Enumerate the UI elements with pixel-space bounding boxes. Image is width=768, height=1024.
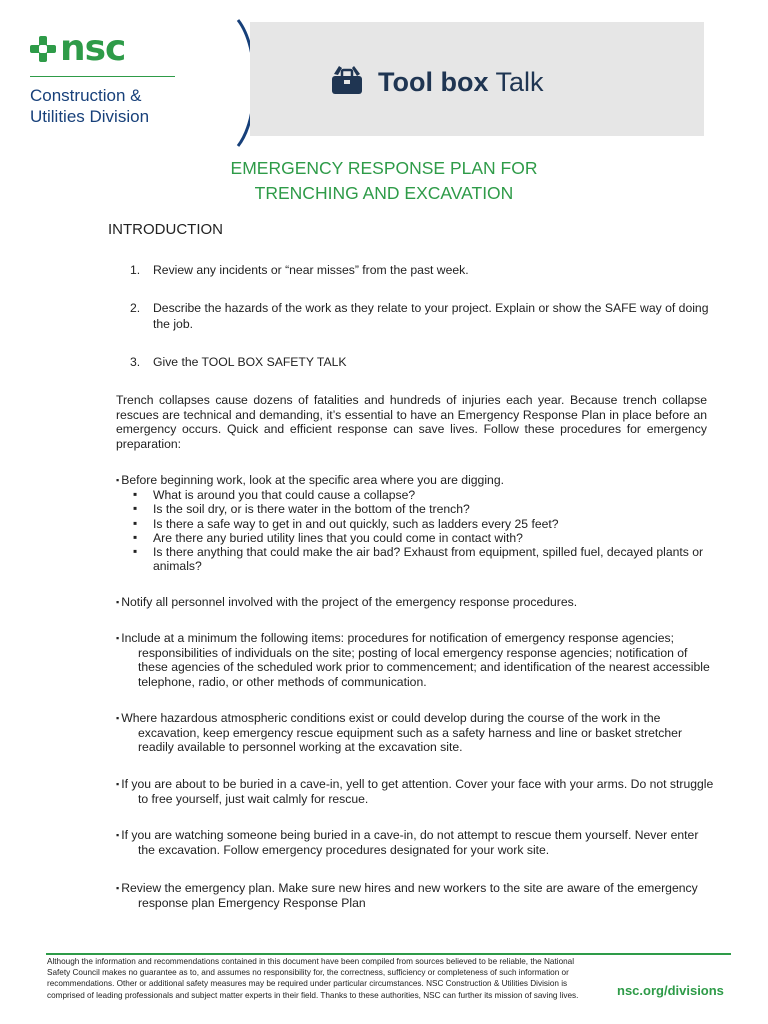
list-item: ▪ Is there anything that could make the air bad? Exhaust from equipment, spilled fuel, decayed plants or animals? — [131, 545, 716, 573]
bullet-notify — [116, 595, 716, 610]
logo-divider — [30, 76, 175, 77]
toolbox-talk-banner — [250, 22, 704, 136]
footer-disclaimer: Although the information and recommendations contained in this document have been compiled from sources believed to be reliable, the National Safety Council makes no guarantee as to, and assumes no responsibility for, the correctness, sufficiency or completeness of such information or recommendations. Other or additional safety measures may be required under particular circumstances. NSC Construction & Utilities Division is comprised of leading professionals and subject matter experts in their field. Thanks to these authorities, NSC can further its mission of saving lives. — [47, 957, 579, 1000]
division-line-1: Construction & — [30, 86, 142, 105]
bullet-include-items — [116, 631, 716, 689]
bullet-text: Review the emergency plan. Make sure new hires and new workers to the site are aware of the emergency response plan Emergency Response Plan — [121, 881, 698, 911]
logo-wordmark: nsc — [60, 28, 126, 69]
checklist-questions — [131, 488, 716, 573]
bullet-marker: ▪ — [116, 597, 120, 607]
item-number: 1. — [130, 263, 141, 277]
bullet-marker: ▪ — [116, 633, 120, 643]
title-line-1: EMERGENCY RESPONSE PLAN FOR — [230, 158, 538, 178]
bullet-watching — [116, 828, 716, 857]
site-checklist — [116, 473, 716, 573]
division-line-2: Utilities Division — [30, 107, 150, 126]
banner-title-bold: Tool box — [378, 67, 489, 97]
bullet-text: Notify all personnel involved with the project of the emergency response procedures. — [121, 595, 578, 609]
toolbox-icon — [330, 64, 364, 96]
document-title — [0, 156, 768, 206]
bullet-marker: ▪ — [116, 713, 120, 723]
introduction-heading: INTRODUCTION — [108, 221, 223, 238]
bullet-hazardous-atmosphere — [116, 711, 716, 755]
list-item: ▪ What is around you that could cause a collapse? — [131, 488, 716, 502]
item-number: 2. — [130, 301, 141, 315]
intro-item-2 — [130, 301, 715, 332]
title-line-2: TRENCHING AND EXCAVATION — [254, 183, 514, 203]
logo-mark — [30, 28, 180, 69]
bullet-marker: ▪ — [116, 830, 120, 840]
list-item: ▪ Is the soil dry, or is there water in the bottom of the trench? — [131, 502, 716, 516]
item-text: Review any incidents or “near misses” from the past week. — [153, 263, 469, 277]
banner-title — [378, 66, 544, 98]
bullet-review-plan — [116, 881, 716, 910]
banner-title-light: Talk — [488, 67, 544, 97]
footer-website-link[interactable]: nsc.org/divisions — [617, 983, 724, 998]
item-text: Give the TOOL BOX SAFETY TALK — [153, 355, 347, 369]
item-text: Describe the hazards of the work as they relate to your project. Explain or show the SAFE way of doing the job. — [153, 301, 709, 331]
intro-paragraph: Trench collapses cause dozens of fatalities and hundreds of injuries each year. Because trench collapse rescues are technical and demanding, it’s essential to have an Emergency Response Plan in place before an emergency occurs. Quick and efficient response can save lives. Follow these procedures for emergency preparation: — [116, 393, 707, 451]
intro-item-3 — [130, 355, 715, 371]
bullet-text: If you are about to be buried in a cave-in, yell to get attention. Cover your face with your arms. Do not struggle to free yourself, just wait calmly for rescue. — [121, 777, 714, 807]
division-name — [30, 85, 180, 127]
bullet-text: Where hazardous atmospheric conditions exist or could develop during the course of the work in the excavation, keep emergency rescue equipment such as a safety harness and line or basket stretcher readily available to personnel working at the excavation site. — [121, 711, 682, 755]
bullet-marker: ▪ — [116, 883, 120, 893]
bullet-text: If you are watching someone being buried in a cave-in, do not attempt to rescue them yourself. Never enter the excavation. Follow emergency procedures designated for your work site. — [121, 828, 699, 858]
list-item: ▪ Are there any buried utility lines that you could come in contact with? — [131, 531, 716, 545]
bullet-marker: ▪ — [116, 475, 120, 485]
list-item: ▪ Is there a safe way to get in and out quickly, such as ladders every 25 feet? — [131, 517, 716, 531]
nsc-logo — [30, 28, 180, 127]
item-number: 3. — [130, 355, 141, 369]
footer-divider — [46, 953, 731, 955]
checklist-lead-text: Before beginning work, look at the specific area where you are digging. — [121, 473, 504, 487]
bullet-text: Include at a minimum the following items: procedures for notification of emergency response agencies; responsibilities of individuals on the site; posting of local emergency response agencies; notification of these agencies of the scheduled work prior to commencement; and identification of the nearest accessible telephone, radio, or other methods of communication. — [121, 631, 710, 689]
intro-item-1 — [130, 263, 715, 279]
bullet-buried — [116, 777, 716, 806]
checklist-lead — [116, 473, 716, 488]
bullet-marker: ▪ — [116, 779, 120, 789]
plus-cross-icon — [30, 36, 56, 62]
